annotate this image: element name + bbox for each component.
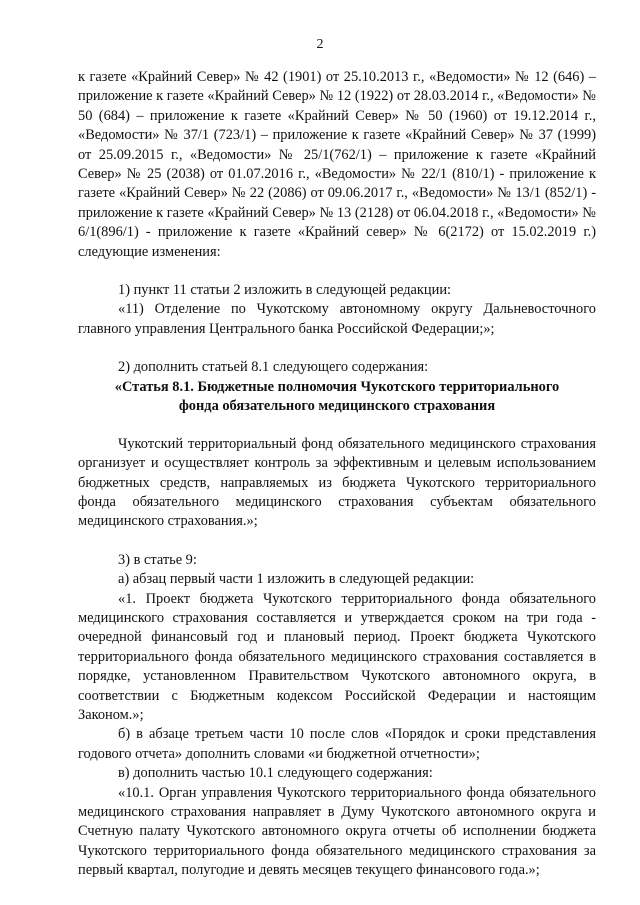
amendment-item-2: 2) дополнить статьей 8.1 следующего содержания: [118,359,429,376]
amendment-item-3c-text: «10.1. Орган управления Чукотского территориального фонда обязательного медицинского страхования направляет в Думу Чукотского автономного округа и Счетную палату Чукотского автономного округа отчеты об исполнении бюджета Чукотского территориального фонда обязательного медицинского страхования за первый квартал, полугодие и девять месяцев текущего финансового года.»; [78,784,596,879]
article-title-line-1: «Статья 8.1. Бюджетные полномочия Чукотского территориального [114,378,560,395]
amendment-item-3: 3) в статье 9: [118,551,197,568]
amendment-item-1: 1) пункт 11 статьи 2 изложить в следующей редакции: [118,282,452,299]
article-title-line-2: фонда обязательного медицинского страхования [178,397,496,414]
amendment-item-3a: а) абзац первый части 1 изложить в следующей редакции: [118,571,475,588]
amendment-item-3b: б) в абзаце третьем части 10 после слов «Порядок и сроки представления годового отчета» дополнить словами «и бюджетной отчетности»; [78,726,596,762]
article-8-1-title [78,378,596,416]
amendment-item-3a-text: «1. Проект бюджета Чукотского территориального фонда обязательного медицинского страхования составляется и утверждается сроком на три года - очередной финансовый год и плановый период. Проект бюджета Чукотского территориального фонда обязательного медицинского страхования составляется в порядке, установленном Правительством Чукотского автономного округа, в соответствии с Бюджетным кодексом Российской Федерации и настоящим Законом.»; [78,590,596,723]
article-8-1-body: Чукотский территориальный фонд обязательного медицинского страхования организует и осуществляет контроль за эффективным и целевым использованием бюджетных средств, направляемых из бюджета Чукотского территориального фонда обязательного медицинского страхования субъектам обязательного медицинского страхования.»; [78,435,596,530]
amendment-item-1-text: «11) Отделение по Чукотскому автономному округу Дальневосточного главного управления Центрального банка Российской Федерации;»; [78,301,596,337]
intro-paragraph: к газете «Крайний Север» № 42 (1901) от 25.10.2013 г., «Ведомости» № 12 (646) – приложение к газете «Крайний Север» № 12 (1922) от 28.03.2014 г., «Ведомости» № 50 (684) – приложение к газете «Крайний Север» № 50 (1960) от 19.12.2014 г., «Ведомости» № 37/1 (723/1) – приложение к газете «Крайний Север» № 37 (1999) от 25.09.2015 г., «Ведомости» № 25/1(762/1) – приложение к газете «Крайний Север» № 25 (2038) от 01.07.2016 г., «Ведомости» № 22/1 (810/1) - приложение к газете «Крайний Север» № 22 (2086) от 09.06.2017 г., «Ведомости» № 13/1 (852/1) - приложение к газете «Крайний Север» № 13 (2128) от 06.04.2018 г., «Ведомости» № 6/1(896/1) - приложение к газете «Крайний север» № 6(2172) от 15.02.2019 г.) следующие изменения: [78,69,596,260]
page-number: 2 [316,37,324,52]
amendment-item-3c: в) дополнить частью 10.1 следующего содержания: [118,765,433,782]
document-body [78,68,596,881]
